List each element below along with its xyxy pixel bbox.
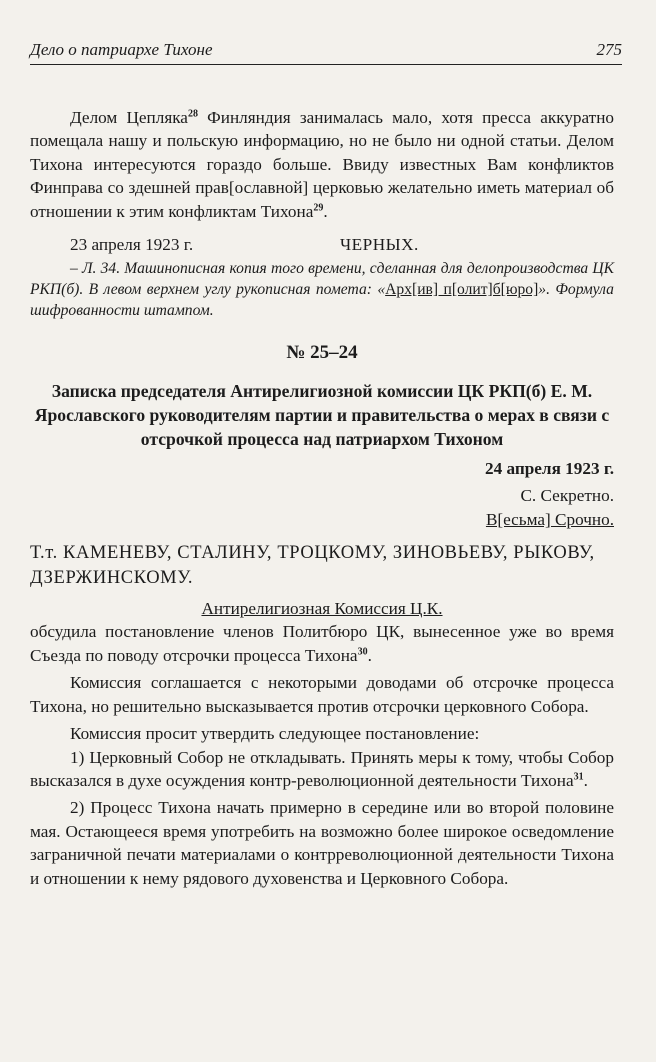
text-run: – Л. 34. Машинописная копия того времени, сделанная для делопроизводства ЦК РКП(б). В левом верхнем углу рукописная помета: « <box>30 260 614 299</box>
urgency-label: В[есьма] Срочно. <box>485 509 614 529</box>
footnote-ref: 29 <box>313 201 324 213</box>
text-run: обсудила постановление членов Политбюро ЦК, вынесенное уже во время Съезда по поводу отсрочки процесса Тихона <box>30 622 614 665</box>
page-body <box>30 106 614 890</box>
letter-dateline <box>30 233 614 256</box>
document-title: Записка председателя Антирелигиозной комиссии ЦК РКП(б) Е. М. Ярославского руководителям партии и правительства о мерах в связи с отсрочкой процесса над патриархом Тихоном <box>34 380 610 449</box>
letter-paragraph <box>30 106 614 223</box>
letter-date: 23 апреля 1923 г. <box>70 235 194 255</box>
text-run: . <box>367 645 372 665</box>
page-number: 275 <box>596 40 622 59</box>
footnote-ref: 31 <box>573 771 584 783</box>
text-run: Делом Цепляка <box>70 108 188 127</box>
running-title: Дело о патриархе Тихоне <box>30 40 213 59</box>
document-number: № 25–24 <box>286 342 358 364</box>
archival-note <box>30 258 614 321</box>
body-paragraph <box>30 620 614 667</box>
footnote-ref: 28 <box>187 108 198 120</box>
text-run: Финляндия занималась мало, хотя пресса аккуратно помещала нашу и польскую информацию, но не было ни одной статьи. Делом Тихона интересуются гораздо больше. Ввиду известных Вам конфликтов Финправа со здешней прав[ославной] церковью желательно иметь материал об отношении к этим конфликтам Тихона <box>30 108 614 221</box>
list-item <box>30 746 614 793</box>
list-item: 2) Процесс Тихона начать примерно в середине или во второй половине мая. Остающееся время употребить на возможно более широкое осведомление заграничной печати материалами о контрреволюционной деятельности Тихона и отношении к нему рядового духовенства и Церковного Собора. <box>30 798 614 888</box>
secrecy-label: С. Секретно. <box>520 486 614 506</box>
text-run: . <box>583 770 588 790</box>
commission-heading <box>30 597 614 620</box>
body-paragraph: Комиссия соглашается с некоторыми доводами об отсрочке процесса Тихона, но решительно высказывается против отсрочки церковного Собора. <box>30 673 614 716</box>
footnote-ref: 30 <box>357 646 368 658</box>
text-run: . <box>323 201 328 221</box>
document-date: 24 апреля 1923 г. <box>484 458 614 478</box>
addressees: Т.т. КАМЕНЕВУ, СТАЛИНУ, ТРОЦКОМУ, ЗИНОВЬЕВУ, РЫКОВУ, ДЗЕРЖИНСКОМУ. <box>30 543 595 589</box>
handwritten-mark: Арх[ив] п[олит]б[юро] <box>385 281 539 299</box>
letter-signature: ЧЕРНЫХ. <box>340 235 419 255</box>
text-run: 1) Церковный Собор не откладывать. Принять меры к тому, чтобы Собор высказался в духе осуждения контр-революционной деятельности Тихона <box>30 747 614 790</box>
commission-name: Антирелигиозная Комиссия Ц.К. <box>201 599 443 619</box>
running-header <box>30 40 622 65</box>
body-paragraph: Комиссия просит утвердить следующее постановление: <box>70 724 480 744</box>
text-run: ». Формула шифрованности штампом. <box>30 281 614 320</box>
